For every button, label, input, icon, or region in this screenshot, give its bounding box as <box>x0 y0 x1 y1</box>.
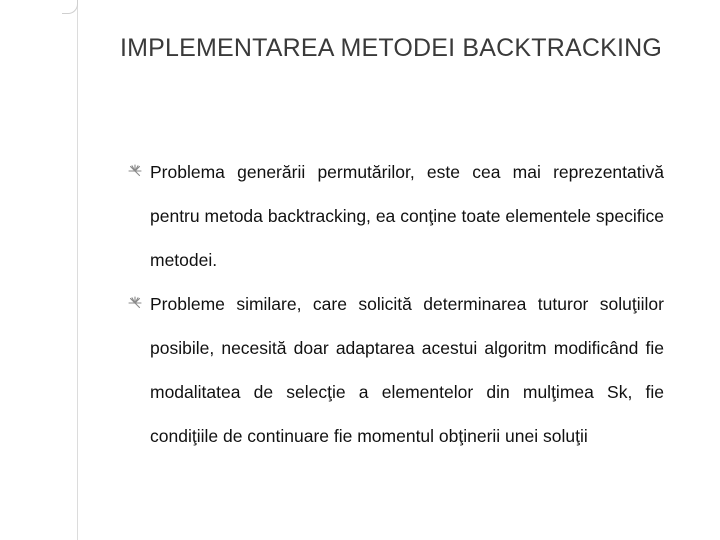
bullet-text-2: Probleme similare, care solicită determinarea tuturor soluţiilor posibile, necesită doar adaptarea acestui algoritm modificând fie modalitatea de selecţie a elementelor din mulţimea Sk, fie condiţiile de continuare fie momentul obţinerii unei soluţii <box>150 294 664 446</box>
slide-left-frame <box>0 0 78 540</box>
sunburst-bullet-icon <box>128 164 142 178</box>
sunburst-bullet-icon <box>128 296 142 310</box>
bullet-item-2 <box>128 282 664 458</box>
bullet-item-1 <box>128 150 664 282</box>
bullet-list <box>128 150 664 458</box>
bullet-text-1: Problema generării permutărilor, este cea mai reprezentativă pentru metoda backtracking, ea conţine toate elementele specifice metodei. <box>150 162 664 270</box>
slide-title: IMPLEMENTAREA METODEI BACKTRACKING <box>120 34 663 62</box>
